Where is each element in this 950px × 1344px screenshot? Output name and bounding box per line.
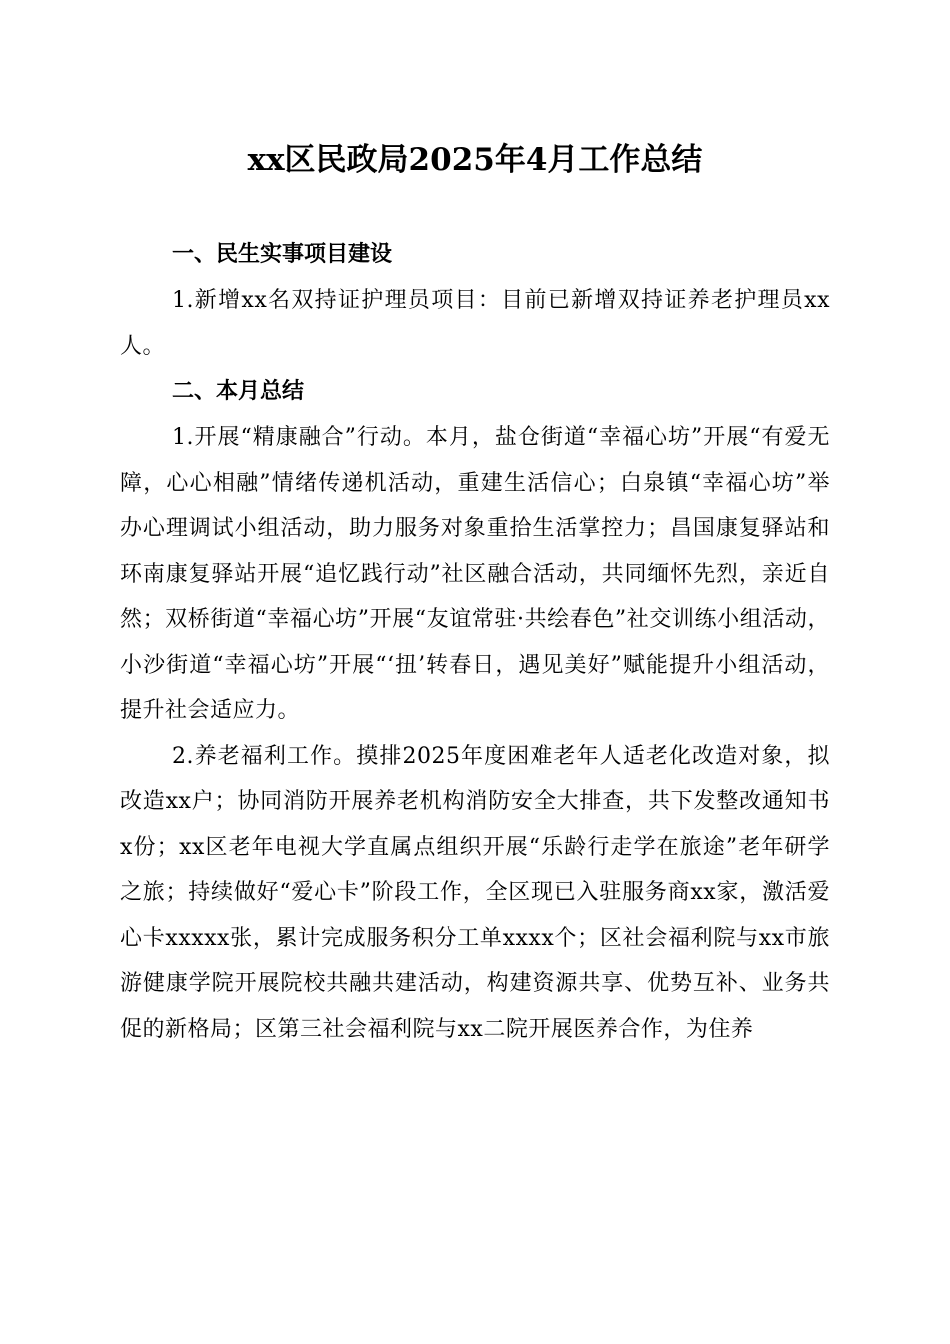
paragraph-1-1: 1.新增xx名双持证护理员项目：目前已新增双持证养老护理员xx人。 (120, 288, 830, 359)
document-body (120, 232, 830, 1052)
paragraph-2-2: 2.养老福利工作。摸排2025年度困难老年人适老化改造对象，拟改造xx户；协同消防开展养老机构消防安全大排查，共下发整改通知书x份；xx区老年电视大学直属点组织开展“乐龄行走学在旅途”老年研学之旅；持续做好“爱心卡”阶段工作，全区现已入驻服务商xx家，激活爱心卡xxxxx张，累计完成服务积分工单xxxx个；区社会福利院与xx市旅游健康学院开展院校共融共建活动，构建资源共享、优势互补、业务共促的新格局；区第三社会福利院与xx二院开展医养合作，为住养 (120, 743, 830, 1042)
paragraph-2-1: 1.开展“精康融合”行动。本月，盐仓街道“幸福心坊”开展“有爱无障，心心相融”情绪传递机活动，重建生活信心；白泉镇“幸福心坊”举办心理调试小组活动，助力服务对象重拾生活掌控力；昌国康复驿站和环南康复驿站开展“追忆践行动”社区融合活动，共同缅怀先烈，亲近自然；双桥街道“幸福心坊”开展“友谊常驻·共绘春色”社交训练小组活动，小沙街道“幸福心坊”开展“‘扭’转春日，遇见美好”赋能提升小组活动，提升社会适应力。 (120, 425, 830, 723)
section-heading-2: 二、本月总结 (172, 379, 305, 404)
section-heading-1: 一、民生实事项目建设 (172, 242, 393, 267)
document-title: xx区民政局2025年4月工作总结 (247, 142, 703, 178)
